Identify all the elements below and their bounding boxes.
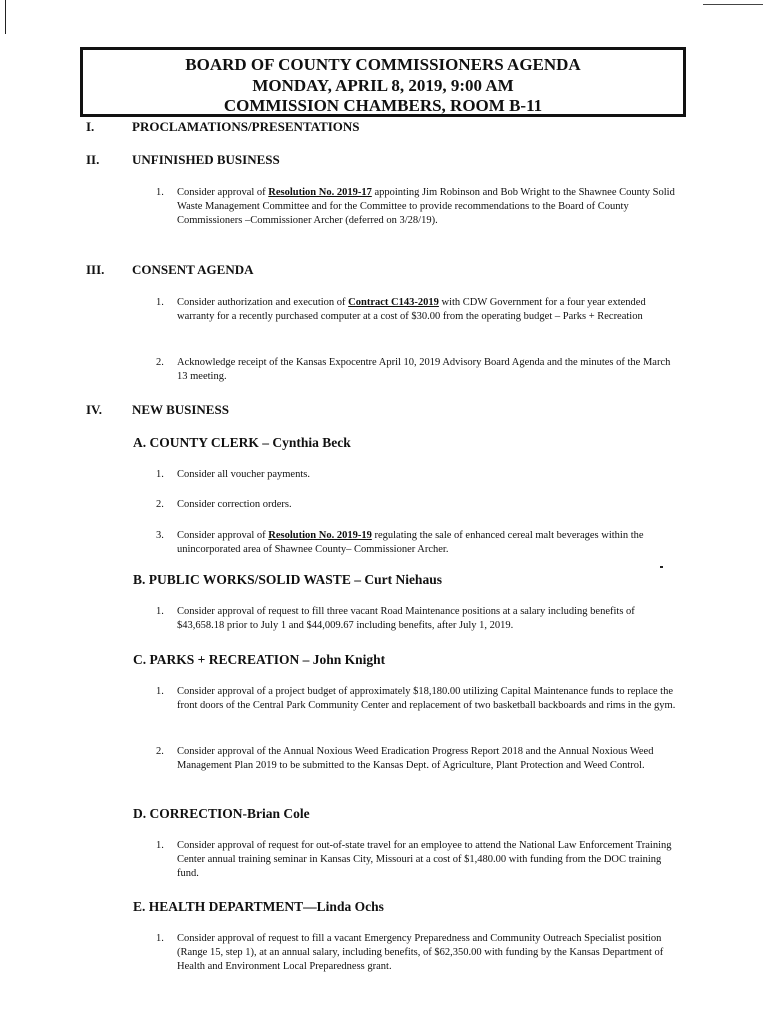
agenda-item: [156, 839, 676, 881]
subsection-heading: E. HEALTH DEPARTMENT—Linda Ochs: [133, 899, 384, 914]
item-text: Consider correction orders.: [177, 499, 292, 510]
item-text: Consider approval of Resolution No. 2019-17 appointing Jim Robinson and Bob Wright to the Shawnee County Solid Waste Management Committee and for the Committee to provide recommendations to the Board of County Commissioners –Commissioner Archer (deferred on 3/28/19).: [177, 187, 675, 226]
item-number: 1.: [156, 933, 164, 944]
subsection-heading: C. PARKS + RECREATION – John Knight: [133, 652, 386, 667]
agenda-item: [156, 296, 676, 324]
section-title: CONSENT AGENDA: [132, 262, 254, 277]
subsection-heading: B. PUBLIC WORKS/SOLID WASTE – Curt Niehaus: [133, 572, 442, 587]
section-title: UNFINISHED BUSINESS: [132, 152, 280, 167]
agenda-item: [156, 468, 676, 482]
section-number: IV.: [86, 402, 103, 417]
agenda-item: [156, 356, 676, 384]
item-text: Consider approval of a project budget of approximately $18,180.00 utilizing Capital Maintenance funds to replace the front doors of the Central Park Community Center and replacement of two basketball backboards and rims in the gym.: [177, 686, 676, 711]
subsection-heading: D. CORRECTION-Brian Cole: [133, 806, 310, 821]
item-number: 2.: [156, 499, 164, 510]
item-number: 1.: [156, 840, 164, 851]
item-text: Consider approval of request to fill three vacant Road Maintenance positions at a salary including benefits of $43,658.18 prior to July 1 and $44,009.67 including benefits, after July 1, 2019.: [177, 606, 635, 631]
item-text: Consider approval of request to fill a vacant Emergency Preparedness and Community Outreach Specialist position (Range 15, step 1), at an annual salary, including benefits, of $62,350.00 with funding by the Kansas Department of Health and Environment Local Preparedness grant.: [177, 933, 664, 972]
agenda-title-box: [80, 47, 686, 117]
agenda-item: [156, 685, 676, 713]
page-edge-line: [703, 4, 763, 5]
agenda-item: [156, 932, 676, 974]
resolution-link[interactable]: Resolution No. 2019-19: [268, 530, 372, 541]
agenda-item: [156, 529, 676, 557]
item-text: Acknowledge receipt of the Kansas Expocentre April 10, 2019 Advisory Board Agenda and the minutes of the March 13 meeting.: [177, 357, 671, 382]
section-title: NEW BUSINESS: [132, 402, 229, 417]
item-text: Consider approval of Resolution No. 2019-19 regulating the sale of enhanced cereal malt beverages within the unincorporated area of Shawnee County– Commissioner Archer.: [177, 530, 644, 555]
section-number: I.: [86, 119, 95, 134]
contract-link[interactable]: Contract C143-2019: [348, 297, 439, 308]
section-heading: [86, 262, 253, 278]
section-heading: [86, 402, 229, 418]
item-text: Consider authorization and execution of Contract C143-2019 with CDW Government for a four year extended warranty for a recently purchased computer at a cost of $30.00 from the operating budget – Parks + Recreation: [177, 297, 646, 322]
item-number: 3.: [156, 530, 164, 541]
section-heading: [86, 152, 280, 168]
item-number: 1.: [156, 187, 164, 198]
item-number: 1.: [156, 469, 164, 480]
resolution-link[interactable]: Resolution No. 2019-17: [268, 187, 372, 198]
stray-mark: [660, 566, 663, 568]
item-text: Consider approval of request for out-of-state travel for an employee to attend the National Law Enforcement Training Center annual training seminar in Kansas City, Missouri at a cost of $1,480.00 with funding from the DOC training fund.: [177, 840, 672, 879]
item-number: 1.: [156, 686, 164, 697]
subsection-heading: A. COUNTY CLERK – Cynthia Beck: [133, 435, 351, 450]
page-edge-line: [5, 0, 6, 34]
meeting-location: COMMISSION CHAMBERS, ROOM B-11: [223, 96, 543, 115]
agenda-item: [156, 605, 676, 633]
agenda-title: BOARD OF COUNTY COMMISSIONERS AGENDA: [185, 55, 581, 74]
section-heading: [86, 119, 360, 135]
item-number: 2.: [156, 357, 164, 368]
item-number: 1.: [156, 297, 164, 308]
section-number: III.: [86, 262, 105, 277]
agenda-item: [156, 186, 676, 228]
item-number: 2.: [156, 746, 164, 757]
section-number: II.: [86, 152, 100, 167]
section-title: PROCLAMATIONS/PRESENTATIONS: [132, 119, 360, 134]
meeting-date: MONDAY, APRIL 8, 2019, 9:00 AM: [252, 75, 514, 95]
item-text: Consider all voucher payments.: [177, 469, 310, 480]
item-text: Consider approval of the Annual Noxious Weed Eradication Progress Report 2018 and the Annual Noxious Weed Management Plan 2019 to be submitted to the Kansas Dept. of Agriculture, Plant Protection and Weed Control.: [177, 746, 654, 771]
agenda-item: [156, 745, 676, 773]
item-number: 1.: [156, 606, 164, 617]
agenda-item: [156, 498, 676, 512]
